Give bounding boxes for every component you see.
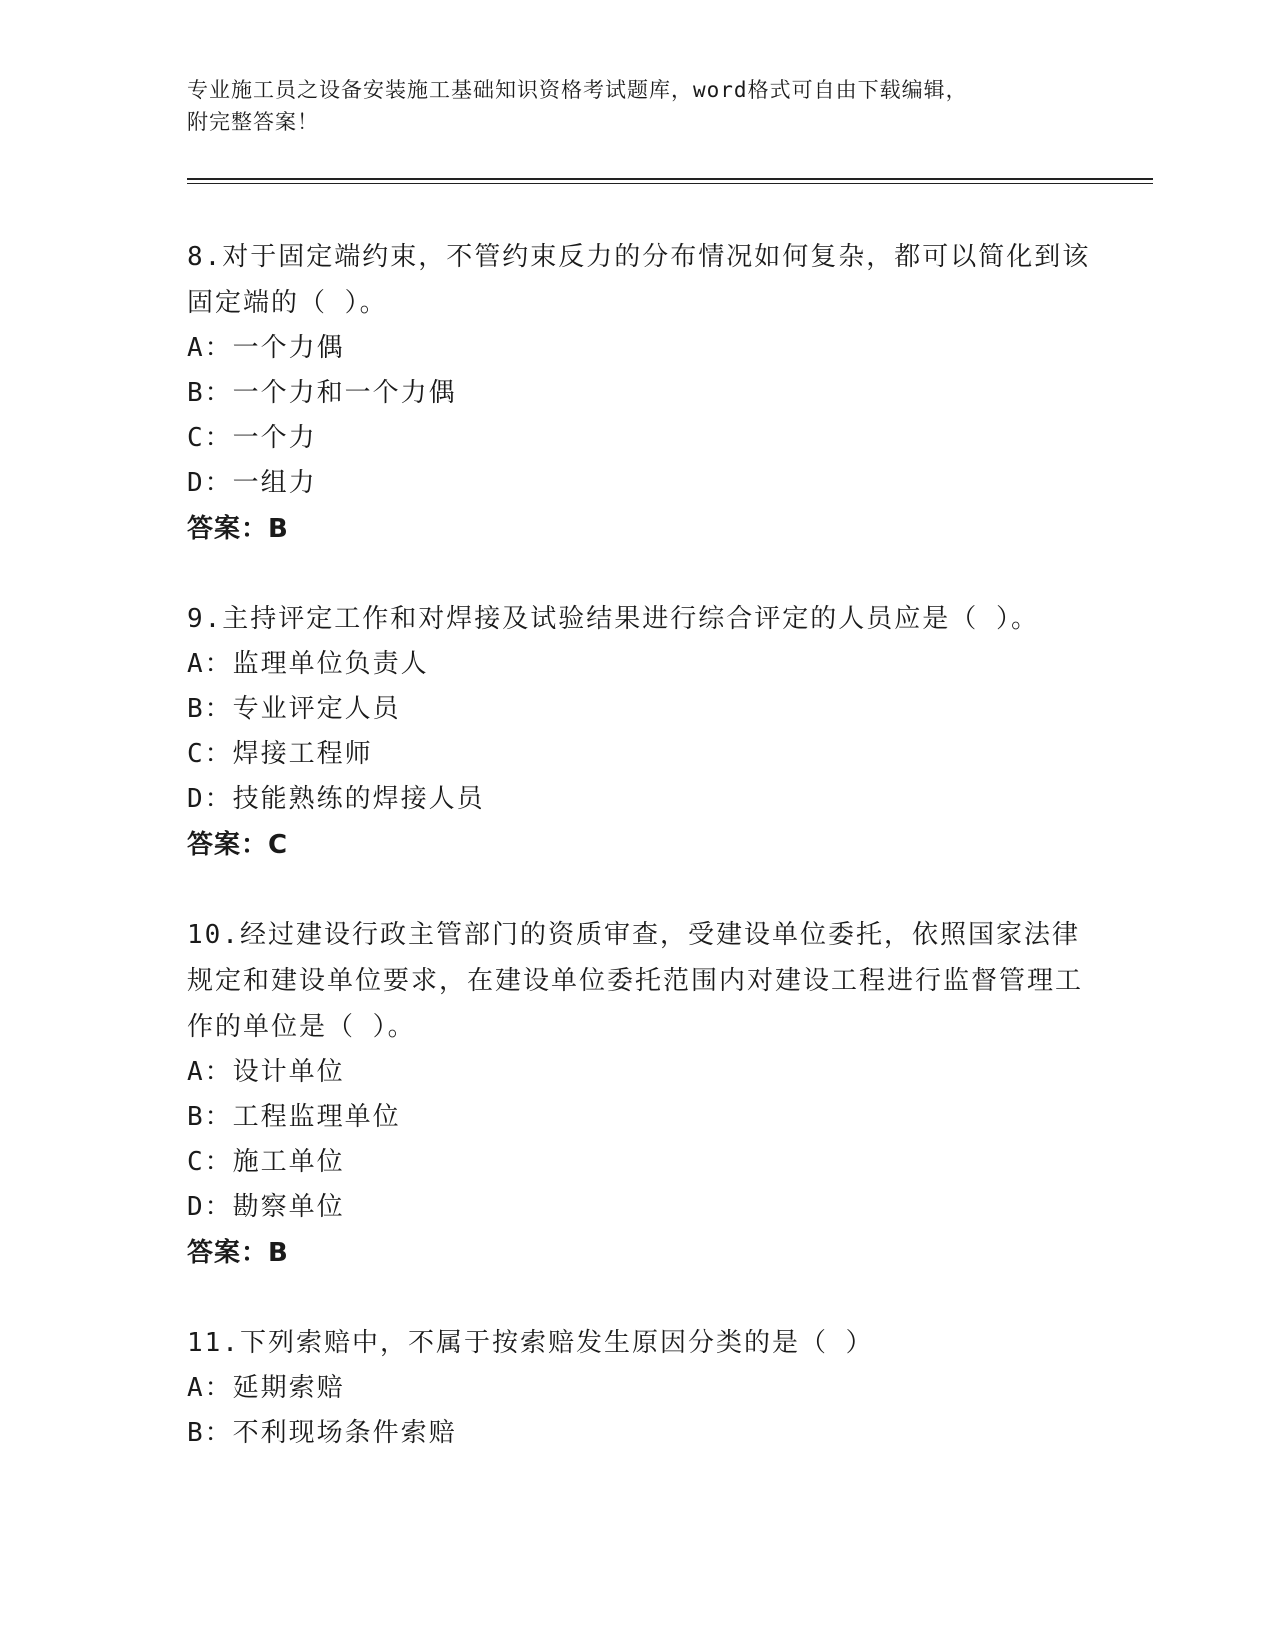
option-d: D：技能熟练的焊接人员: [187, 784, 485, 814]
option-b: B：不利现场条件索赔: [187, 1418, 457, 1448]
header-divider: [187, 178, 1153, 184]
option-d: D：一组力: [187, 468, 317, 498]
option-b: B：专业评定人员: [187, 694, 401, 724]
option-c: C：一个力: [187, 423, 317, 453]
answer: 答案：B: [187, 514, 289, 544]
question-text: 10.经过建设行政主管部门的资质审查，受建设单位委托，依照国家法律规定和建设单位要求，在建设单位委托范围内对建设工程进行监督管理工作的单位是（ ）。: [187, 920, 1084, 1042]
answer: 答案：C: [187, 830, 289, 860]
header-line-2: 附完整答案！: [187, 110, 319, 134]
option-b: B：一个力和一个力偶: [187, 378, 457, 408]
question-list: [187, 234, 1107, 1500]
option-c: C：施工单位: [187, 1147, 345, 1177]
question-text: 9.主持评定工作和对焊接及试验结果进行综合评定的人员应是（ ）。: [187, 604, 1039, 634]
option-c: C：焊接工程师: [187, 739, 373, 769]
question-10: [187, 912, 1107, 1276]
answer: 答案：B: [187, 1238, 289, 1268]
question-11: [187, 1320, 1107, 1456]
option-b: B：工程监理单位: [187, 1102, 401, 1132]
question-text: 11.下列索赔中，不属于按索赔发生原因分类的是（ ）: [187, 1328, 874, 1358]
option-d: D：勘察单位: [187, 1192, 345, 1222]
option-a: A：监理单位负责人: [187, 649, 429, 679]
option-a: A：设计单位: [187, 1057, 345, 1087]
question-9: [187, 596, 1107, 868]
option-a: A：一个力偶: [187, 333, 345, 363]
question-8: [187, 234, 1107, 552]
document-header: [187, 74, 1087, 138]
question-text: 8.对于固定端约束，不管约束反力的分布情况如何复杂，都可以简化到该固定端的（ ）。: [187, 242, 1091, 318]
header-line-1: 专业施工员之设备安装施工基础知识资格考试题库，word格式可自由下载编辑，: [187, 78, 968, 102]
option-a: A：延期索赔: [187, 1373, 345, 1403]
